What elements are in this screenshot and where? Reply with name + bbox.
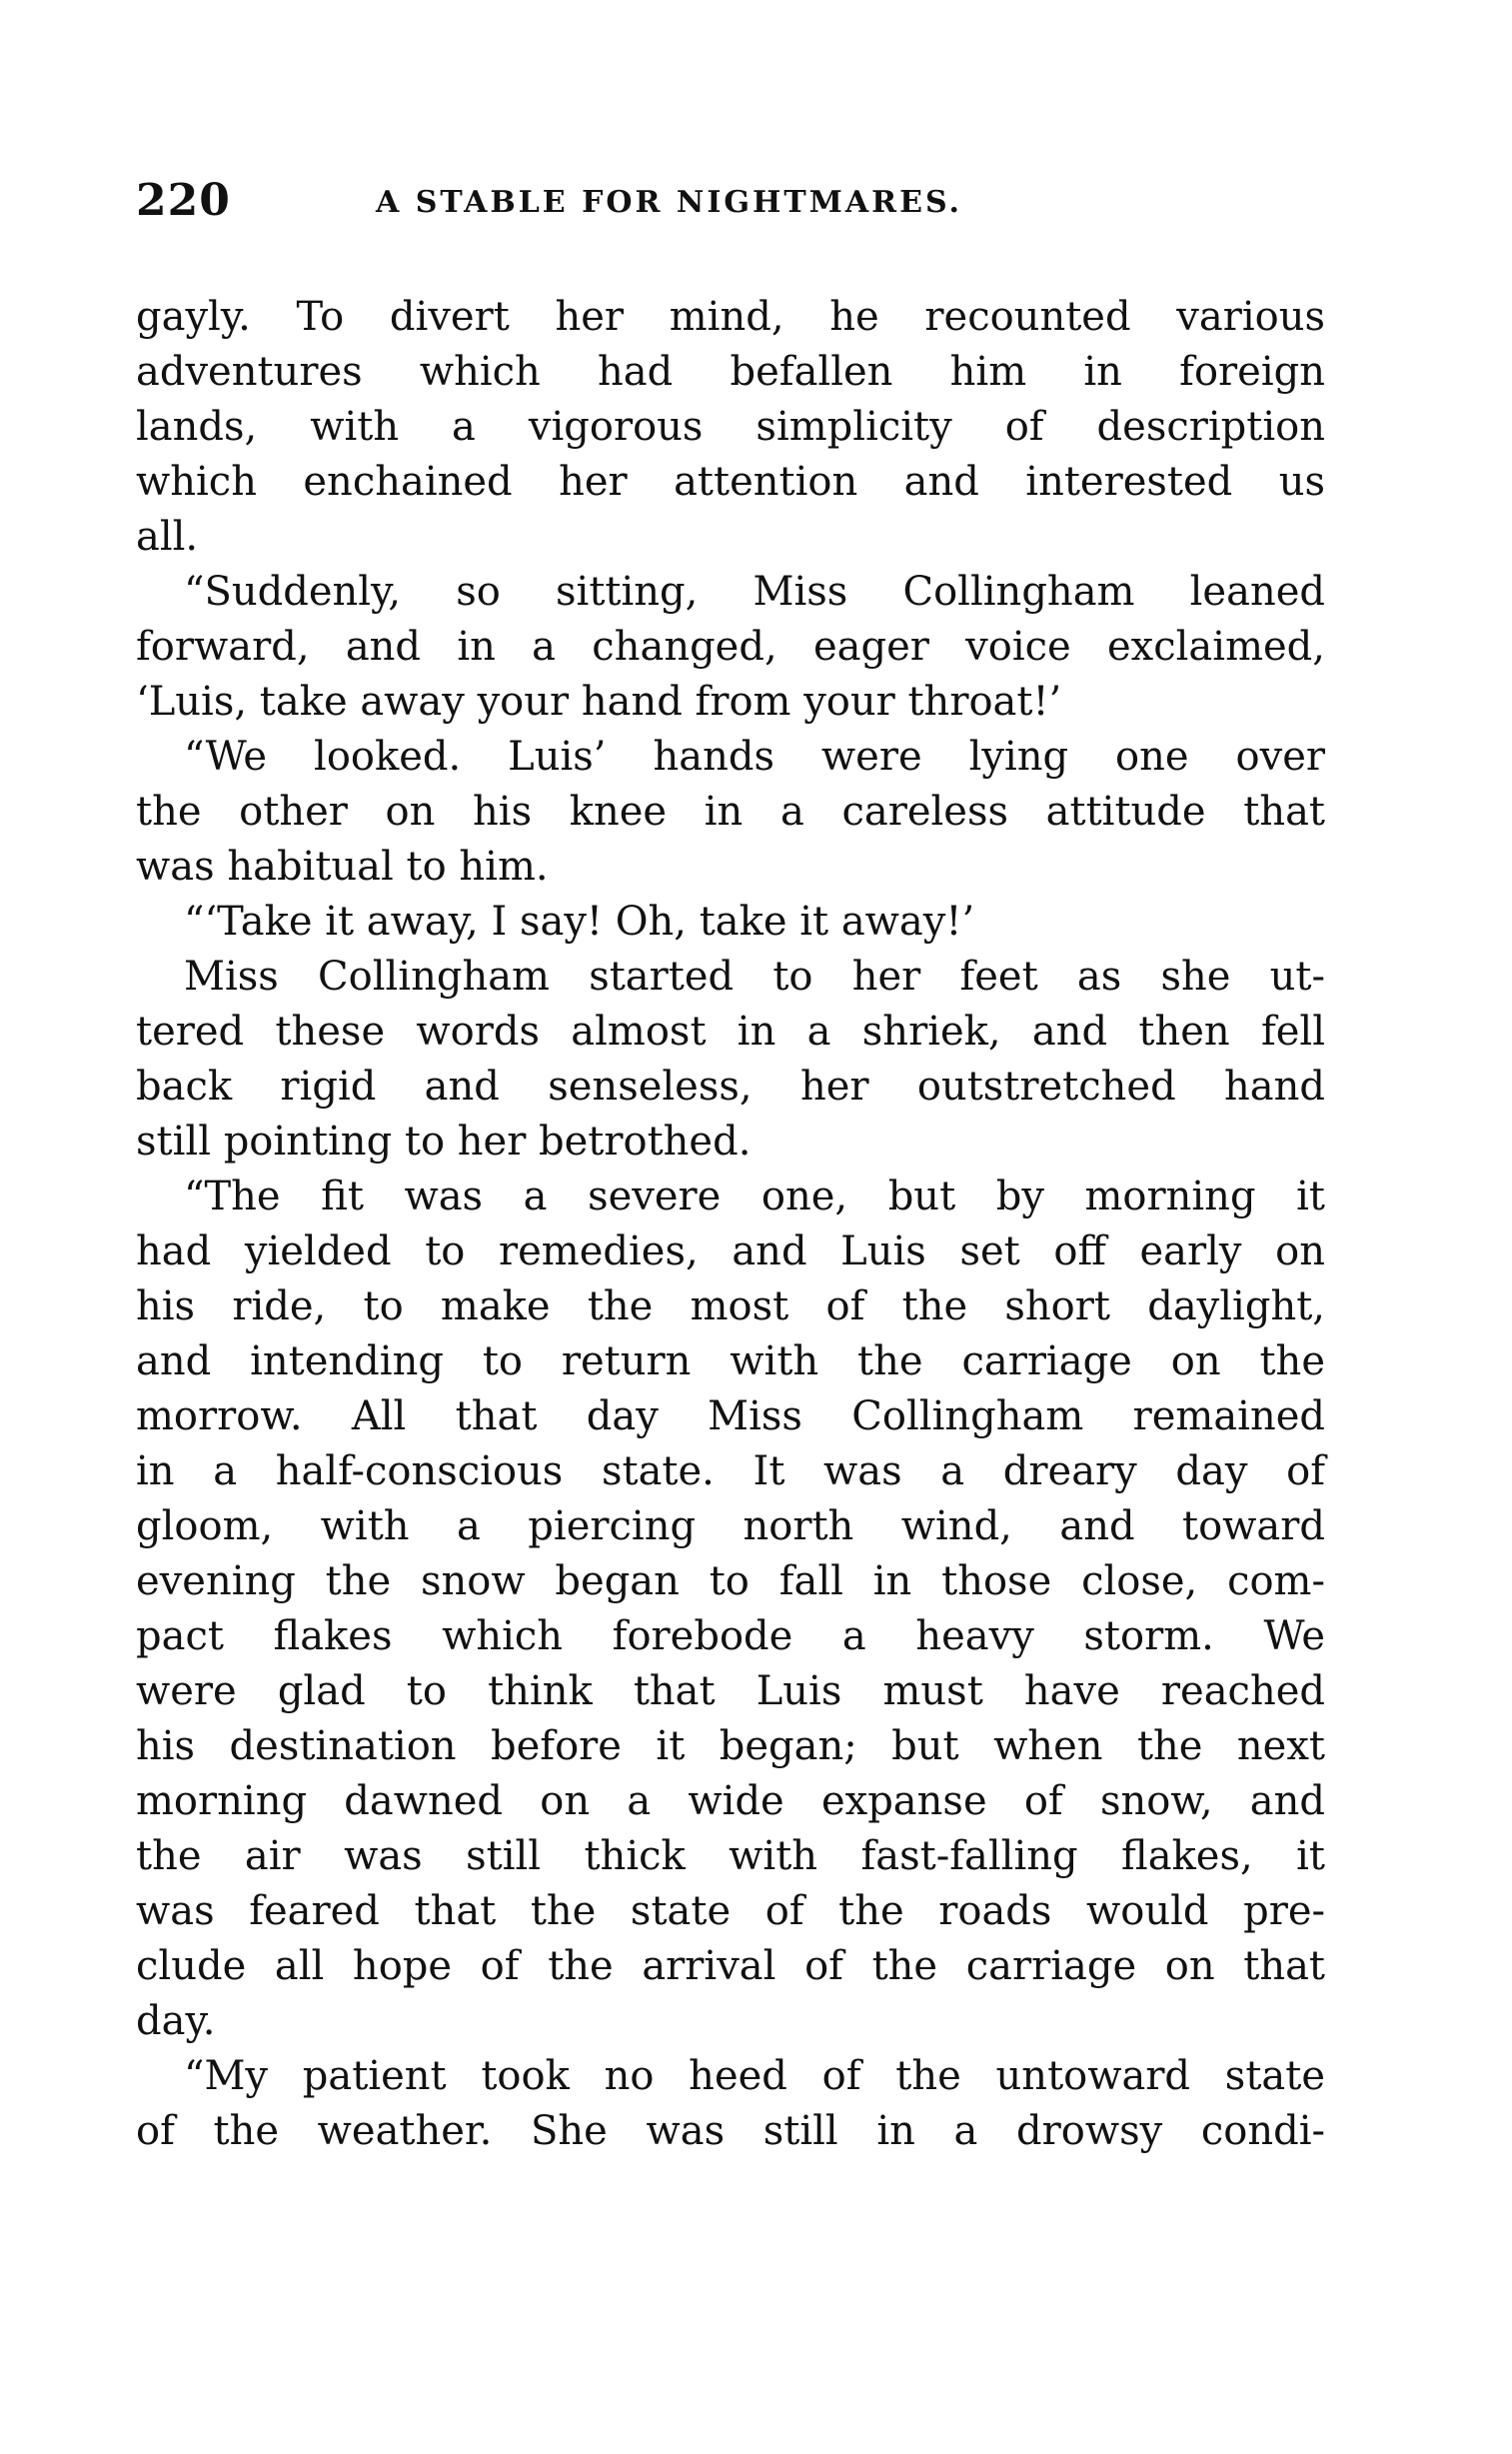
text-line: the air was still thick with fast-falling flakes, it [136,1833,1325,1879]
text-line: gloom, with a piercing north wind, and toward [136,1503,1325,1549]
text-line: and intending to return with the carriage on the [136,1338,1325,1384]
text-line: “Suddenly, so sitting, Miss Collingham leaned [184,569,1325,615]
text-line: forward, and in a changed, eager voice exclaimed, [136,624,1325,670]
text-line: “My patient took no heed of the untoward state [184,2053,1325,2099]
text-line: morning dawned on a wide expanse of snow, and [136,1778,1325,1824]
text-line: tered these words almost in a shriek, and then fell [136,1009,1325,1055]
page-number: 220 [136,175,231,226]
text-line: was feared that the state of the roads would pre- [136,1888,1325,1934]
text-line: gayly. To divert her mind, he recounted various [136,294,1325,340]
text-line: were glad to think that Luis must have reached [136,1668,1325,1714]
text-line: “We looked. Luis’ hands were lying one over [184,734,1325,780]
text-line: morrow. All that day Miss Collingham remained [136,1393,1325,1439]
text-line: evening the snow began to fall in those close, com- [136,1558,1325,1604]
text-line: clude all hope of the arrival of the carriage on that [136,1943,1325,1989]
text-line: “‘Take it away, I say! Oh, take it away!’ [184,899,975,945]
text-line: the other on his knee in a careless attitude that [136,789,1325,835]
text-line: Miss Collingham started to her feet as she ut- [184,954,1325,1000]
text-line: pact flakes which forebode a heavy storm. We [136,1613,1325,1659]
text-line: ‘Luis, take away your hand from your throat!’ [136,679,1062,725]
text-line: in a half-conscious state. It was a dreary day of [136,1448,1325,1494]
text-line: his destination before it began; but when the next [136,1723,1325,1769]
text-line: lands, with a vigorous simplicity of description [136,404,1325,450]
text-line: still pointing to her betrothed. [136,1119,752,1165]
running-title: A STABLE FOR NIGHTMARES. [376,185,962,220]
text-line: of the weather. She was still in a drowsy condi- [136,2108,1325,2154]
text-line: “The fit was a severe one, but by morning it [184,1174,1325,1220]
text-line: which enchained her attention and interested us [136,459,1325,505]
text-line: was habitual to him. [136,844,549,890]
page-header [136,175,1325,235]
text-line: his ride, to make the most of the short daylight, [136,1283,1325,1329]
text-line: day. [136,1998,216,2044]
text-line: all. [136,514,199,560]
text-line: adventures which had befallen him in foreign [136,349,1325,395]
body-text [136,290,1325,2159]
text-line: back rigid and senseless, her outstretched hand [136,1064,1325,1110]
text-line: had yielded to remedies, and Luis set off early on [136,1228,1325,1274]
